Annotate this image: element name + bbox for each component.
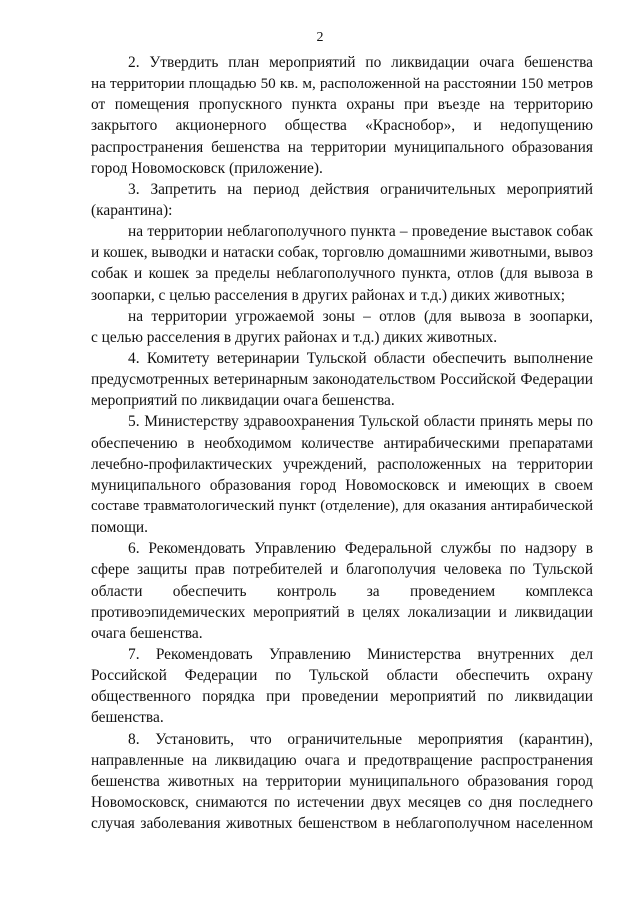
- text-line: общественного порядка при проведении мероприятий по ликвидации: [91, 688, 593, 706]
- paragraph-4: [91, 348, 593, 411]
- text-line: 8. Установить, что ограничительные мероприятия (карантин),: [128, 730, 593, 748]
- text-line: с целью расселения в других районах и т.д.) диких животных.: [91, 328, 498, 346]
- paragraph-5: [91, 411, 593, 538]
- text-line: случая заболевания животных бешенством в неблагополучном населенном: [91, 815, 593, 833]
- text-line: Российской Федерации по Тульской области обеспечить охрану: [91, 667, 593, 685]
- text-line: сфере защиты прав потребителей и благополучия человека по Тульской: [91, 561, 593, 579]
- text-line: закрытого акционерного общества «Краснобор», и недопущению: [91, 117, 593, 135]
- text-line: лечебно-профилактических учреждений, расположенных на территории: [91, 455, 593, 473]
- text-line: области обеспечить контроль за проведением комплекса: [91, 582, 593, 600]
- text-line: 5. Министерству здравоохранения Тульской области принять меры по: [128, 413, 593, 431]
- text-line: город Новомосковск (приложение).: [91, 159, 323, 177]
- text-line: 6. Рекомендовать Управлению Федеральной службы по надзору в: [128, 540, 593, 558]
- paragraph-3-infected-area: [91, 221, 593, 306]
- text-line: бешенства.: [91, 709, 164, 727]
- text-line: 3. Запретить на период действия ограничительных мероприятий: [128, 180, 593, 198]
- text-line: 7. Рекомендовать Управлению Министерства внутренних дел: [128, 645, 593, 663]
- text-line: направленные на ликвидацию очага и предотвращение распространения: [91, 751, 593, 769]
- document-body: [91, 52, 593, 834]
- text-line: на территории площадью 50 кв. м, расположенной на расстоянии 150 метров: [91, 75, 593, 93]
- text-line: обеспечению в необходимом количестве антирабическими препаратами: [91, 434, 593, 452]
- paragraph-6: [91, 538, 593, 644]
- text-line: зоопарки, с целью расселения в других районах и т.д.) диких животных;: [91, 286, 566, 304]
- text-line: составе травматологический пункт (отделение), для оказания антирабической: [91, 497, 593, 514]
- text-line: предусмотренных ветеринарным законодательством Российской Федерации: [91, 371, 593, 389]
- text-line: (карантина):: [91, 201, 173, 219]
- text-line: на территории неблагополучного пункта – проведение выставок собак: [128, 223, 593, 241]
- text-line: 4. Комитету ветеринарии Тульской области обеспечить выполнение: [128, 349, 593, 367]
- text-line: мероприятий по ликвидации очага бешенства.: [91, 392, 395, 410]
- text-line: собак и кошек за пределы неблагополучного пункта, отлов (для вывоза в: [91, 265, 593, 283]
- paragraph-3-threatened-zone: [91, 306, 593, 348]
- text-line: на территории угрожаемой зоны – отлов (для вывоза в зоопарки,: [128, 307, 593, 325]
- paragraph-8: [91, 729, 593, 835]
- page-number: 2: [316, 30, 324, 45]
- text-line: бешенства животных на территории муниципального образования город: [91, 772, 593, 790]
- text-line: от помещения пропускного пункта охраны при въезде на территорию: [91, 96, 593, 114]
- text-line: Новомосковск, снимаются по истечении двух месяцев со дня последнего: [91, 793, 593, 811]
- paragraph-3: [91, 179, 593, 221]
- text-line: распространения бешенства на территории муниципального образования: [91, 138, 593, 156]
- text-line: 2. Утвердить план мероприятий по ликвидации очага бешенства: [128, 54, 593, 71]
- text-line: очага бешенства.: [91, 624, 203, 642]
- text-line: противоэпидемических мероприятий в целях локализации и ликвидации: [91, 603, 593, 621]
- text-line: помощи.: [91, 519, 149, 537]
- paragraph-2: [91, 52, 593, 179]
- paragraph-7: [91, 644, 593, 729]
- text-line: и кошек, выводки и натаски собак, торговлю домашними животными, вывоз: [91, 244, 593, 262]
- text-line: муниципального образования город Новомосковск и имеющих в своем: [91, 476, 593, 494]
